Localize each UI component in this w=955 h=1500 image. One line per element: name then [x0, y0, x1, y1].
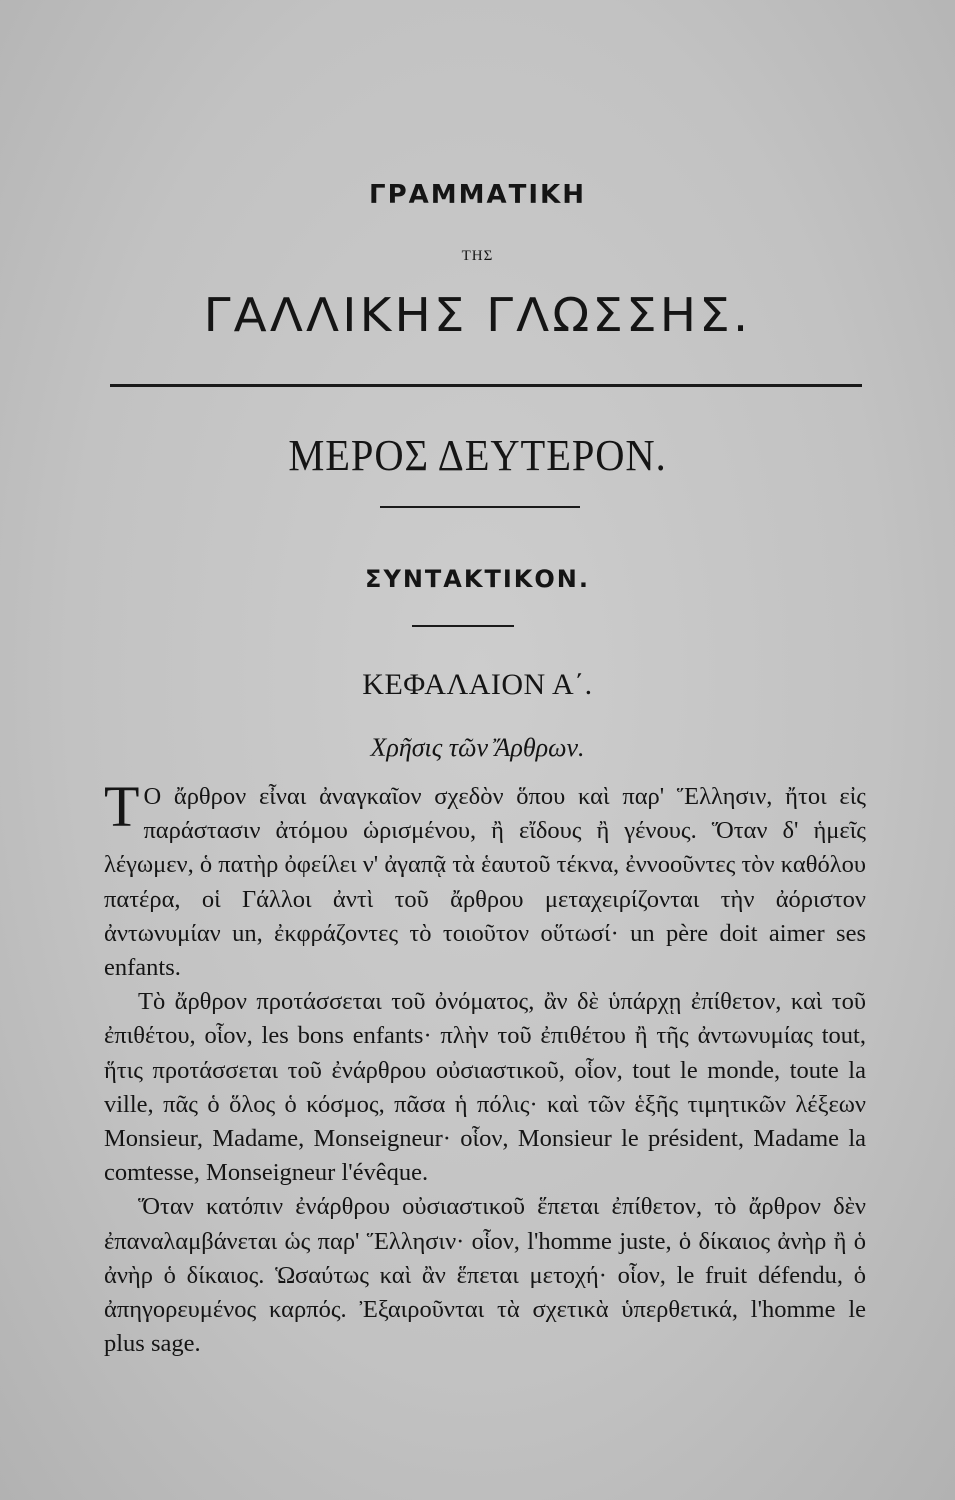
chapter-heading: ΚΕΦΑΛΑΙΟΝ Α΄. — [362, 668, 593, 701]
paragraph-3: Ὅταν κατόπιν ἐνάρθρου οὐσιαστικοῦ ἕπεται ἐπίθετον, τὸ ἄρθρον δὲν ἐπαναλαμβάνεται ὡς παρ' Ἕλλησιν· οἷον, l'homme juste, ὁ δίκαιος ἀνὴρ ἢ ὁ ἀνὴρ ὁ δίκαιος. Ὡσαύτως καὶ ἂν ἕπεται μετοχή· οἷον, le fruit défendu, ὁ ἀπηγορευμένος καρπός. Ἐξαιροῦνται τὰ σχετικὰ ὑπερθετικά, l'homme le plus sage. — [104, 1193, 866, 1358]
title-rule — [110, 384, 862, 387]
paragraph-1 — [104, 774, 866, 985]
part-heading: ΜΕΡΟΣ ΔΕΥΤΕΡΟΝ. — [288, 431, 667, 480]
section-rule — [412, 625, 514, 627]
section-heading: ΣΥΝΤΑΚΤΙΚΟΝ. — [365, 565, 590, 593]
title-subject: ΓΑΛΛΙΚΗΣ ΓΛΩΣΣΗΣ. — [203, 288, 752, 342]
paragraph-1-text: Ο ἄρθρον εἶναι ἀναγκαῖον σχεδὸν ὅπου καὶ παρ' Ἕλλησιν, ἤτοι εἰς παράστασιν ἀτόμου ὡρισμένου, ἢ εἴδους ἢ γένους. Ὅταν δ' ἡμεῖς λέγωμεν, ὁ πατὴρ ὀφείλει ν' ἀγαπᾷ τὰ ἑαυτοῦ τέκνα, ἐννοοῦντες τὸν καθόλου πατέρα, οἱ Γάλλοι ἀντὶ τοῦ ἄρθρου μεταχειρίζονται τὴν ἀόριστον ἀντωνυμίαν un, ἐκφράζοντες τὸ τοιοῦτον οὕτωσί· un père doit aimer ses enfants. — [104, 783, 866, 982]
drop-capital: Τ — [104, 774, 140, 839]
book-title: ΓΡΑΜΜΑΤΙΚΗ — [369, 180, 586, 210]
paragraph-2: Τὸ ἄρθρον προτάσσεται τοῦ ὀνόματος, ἂν δὲ ὑπάρχῃ ἐπίθετον, καὶ τοῦ ἐπιθέτου, οἷον, les bons enfants· πλὴν τοῦ ἐπιθέτου ἢ τῆς ἀντωνυμίας tout, ἥτις προτάσσεται τοῦ ἐνάρθρου οὐσιαστικοῦ, οἷον, tout le monde, toute la ville, πᾶς ὁ ὅλος ὁ κόσμος, πᾶσα ἡ πόλις· καὶ τῶν ἑξῆς τιμητικῶν λέξεων Monsieur, Madame, Monseigneur· οἷον, Monsieur le président, Madame la comtesse, Monseigneur l'évêque. — [104, 988, 866, 1187]
title-article: ΤΗΣ — [461, 248, 494, 264]
chapter-subtitle: Χρῆσις τῶν Ἄρθρων. — [370, 733, 585, 762]
part-rule — [380, 506, 580, 508]
body-text — [104, 774, 866, 1361]
